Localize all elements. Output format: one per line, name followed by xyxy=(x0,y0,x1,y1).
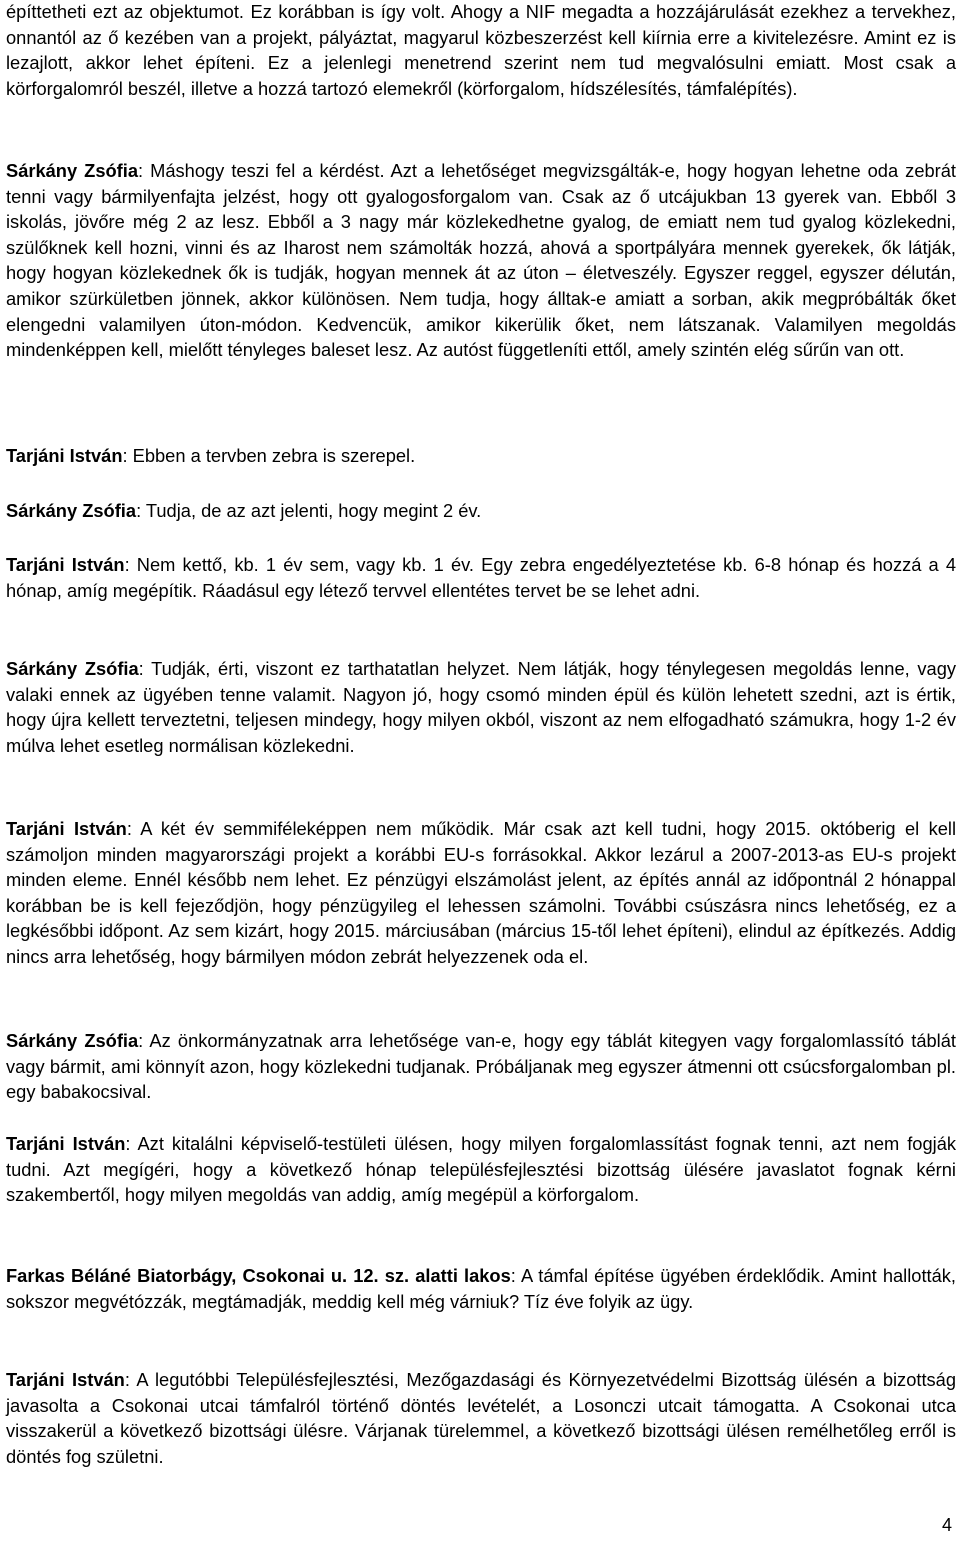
speaker-name: Tarjáni István xyxy=(6,1133,126,1154)
speaker-name: Tarjáni István xyxy=(6,554,125,575)
paragraph-text: : Tudják, érti, viszont ez tarthatatlan helyzet. Nem látják, hogy ténylegesen megoldás lenne, vagy valaki ennek az ügyében tenne valamit. Nagyon jó, hogy csomó minden épül és külön lehetett szedni, azt is értik, hogy újra kellett terveztetni, teljesen mindegy, hogy milyen okból, viszont az nem elfogadható számukra, hogy 1-2 év múlva lehet esetleg normálisan közlekedni. xyxy=(6,658,956,756)
speaker-name: Sárkány Zsófia xyxy=(6,500,137,521)
paragraph-text: : Azt kitalálni képviselő-testületi ülésen, hogy milyen forgalomlassítást fognak tenni, azt nem fogják tudni. Azt megígéri, hogy a következő hónap településfejlesztési bizottság ülésére javaslatot fognak kérni szakembertől, hogy milyen megoldás van addig, amíg megépül a körforgalom. xyxy=(6,1133,956,1206)
paragraph-farkas xyxy=(6,1263,956,1314)
speaker-name: Sárkány Zsófia xyxy=(6,1030,139,1051)
paragraph-sarkany-4 xyxy=(6,1028,956,1105)
speaker-name: Farkas Béláné Biatorbágy, Csokonai u. 12. sz. alatti lakos xyxy=(6,1265,511,1286)
paragraph-text: : Ebben a tervben zebra is szerepel. xyxy=(122,445,416,466)
paragraph-text: : Az önkormányzatnak arra lehetősége van-e, hogy egy táblát kitegyen vagy forgalomlassító táblát vagy bármit, ami könnyít azon, hogy közlekedni tudjanak. Próbáljanak meg egyszer átmenni ott csúcsforgalomban pl. egy babakocsival. xyxy=(6,1030,956,1103)
paragraph-sarkany-3 xyxy=(6,656,956,758)
speaker-name: Tarjáni István xyxy=(6,445,123,466)
paragraph-text: : Tudja, de az azt jelenti, hogy megint 2 év. xyxy=(136,500,482,521)
paragraph-text: : A két év semmiféleképpen nem működik. Már csak azt kell tudni, hogy 2015. októberig el kell számoljon minden magyarországi projekt a korábbi EU-s forrásokkal. Akkor lezárul a 2007-2013-as EU-s projekt minden eleme. Ennél később nem lehet. Ez pénzügyi elszámolást jelent, az építés annál az időpontnál 2 hónappal korábban be is kell fejeződjön, hogy pénzügyileg el lehessen számolni. További csúszásra nincs lehetőség, ez a legkésőbbi időpont. Az sem kizárt, hogy 2015. márciusában (március 15-től lehet építeni), elindul az építkezés. Addig nincs arra lehetőség, hogy bármilyen módon zebrát helyezzenek oda el. xyxy=(6,818,957,967)
paragraph-intro xyxy=(6,0,956,101)
paragraph-text: : Máshogy teszi fel a kérdést. Azt a lehetőséget megvizsgálták-e, hogy hogyan lehetne oda zebrát tenni vagy bármilyenfajta jelzést, hogy ott gyalogosforgalom van. Csak az ő utcájukban 13 gyerek van. Ebből 3 iskolás, jövőre még 2 az lesz. Ebből a 3 nagy már közlekedhetne gyalog, de emiatt nem tud gyalog közlekedni, szülőknek kell hozni, vinni és az Iharost nem számolták hozzá, ahová a sportpályára mennek gyerekek, ők látják, hogy hogyan közlekednek ők is tudják, hogyan mennek át az úton – életveszély. Egyszer reggel, egyszer délután, amikor szürkületben jönnek, akkor különösen. Nem tudja, hogy álltak-e amiatt a sorban, akik megpróbálták őket elengedni valamilyen úton-módon. Kedvencük, amikor kikerülik őket, nem látszanak. Valamilyen megoldás mindenképpen kell, mielőtt tényleges baleset lesz. Az autóst függetleníti ettől, amely szintén elég sűrűn van ott. xyxy=(6,160,956,361)
speaker-name: Tarjáni István xyxy=(6,1369,125,1390)
speaker-name: Tarjáni István xyxy=(6,818,127,839)
page-number: 4 xyxy=(941,1515,952,1535)
paragraph-text: : A legutóbbi Településfejlesztési, Mezőgazdasági és Környezetvédelmi Bizottság ülésén a bizottság javasolta a Csokonai utcai támfalról történő döntés levételét, a Losonczi utcait támogatta. A Csokonai utca visszakerül a következő bizottsági ülésre. Várjanak türelemmel, a következő bizottsági ülésen remélhetőleg erről is döntés fog születni. xyxy=(6,1369,956,1467)
paragraph-text: : Nem kettő, kb. 1 év sem, vagy kb. 1 év. Egy zebra engedélyeztetése kb. 6-8 hónap és hozzá a 4 hónap, amíg megépítik. Ráadásul egy létező tervvel ellentétes tervet be se lehet adni. xyxy=(6,554,956,601)
speaker-name: Sárkány Zsófia xyxy=(6,160,139,181)
paragraph-tarjani-1 xyxy=(6,443,956,469)
speaker-name: Sárkány Zsófia xyxy=(6,658,139,679)
paragraph-text: : A támfal építése ügyében érdeklődik. Amint hallották, sokszor megvétózzák, megtámadják, meddig kell még várniuk? Tíz éve folyik az ügy. xyxy=(6,1265,956,1312)
paragraph-text: építtetheti ezt az objektumot. Ez korábban is így volt. Ahogy a NIF megadta a hozzájárulását ezekhez a tervekhez, onnantól az ő kezében van a projekt, pályáztat, magyarul közbeszerzést kell kiírnia erre a kivitelezésre. Amint ez is lezajlott, akkor lehet építeni. Ez a jelenlegi menetrend szerint nem tud megvalósulni emiatt. Most csak a körforgalomról beszél, illetve a hozzá tartozó elemekről (körforgalom, hídszélesítés, támfalépítés). xyxy=(6,1,956,99)
paragraph-sarkany-2 xyxy=(6,498,956,524)
paragraph-tarjani-4 xyxy=(6,1131,956,1208)
paragraph-tarjani-5 xyxy=(6,1367,956,1469)
paragraph-tarjani-3 xyxy=(6,816,956,970)
paragraph-tarjani-2 xyxy=(6,552,956,603)
paragraph-sarkany-1 xyxy=(6,158,956,363)
